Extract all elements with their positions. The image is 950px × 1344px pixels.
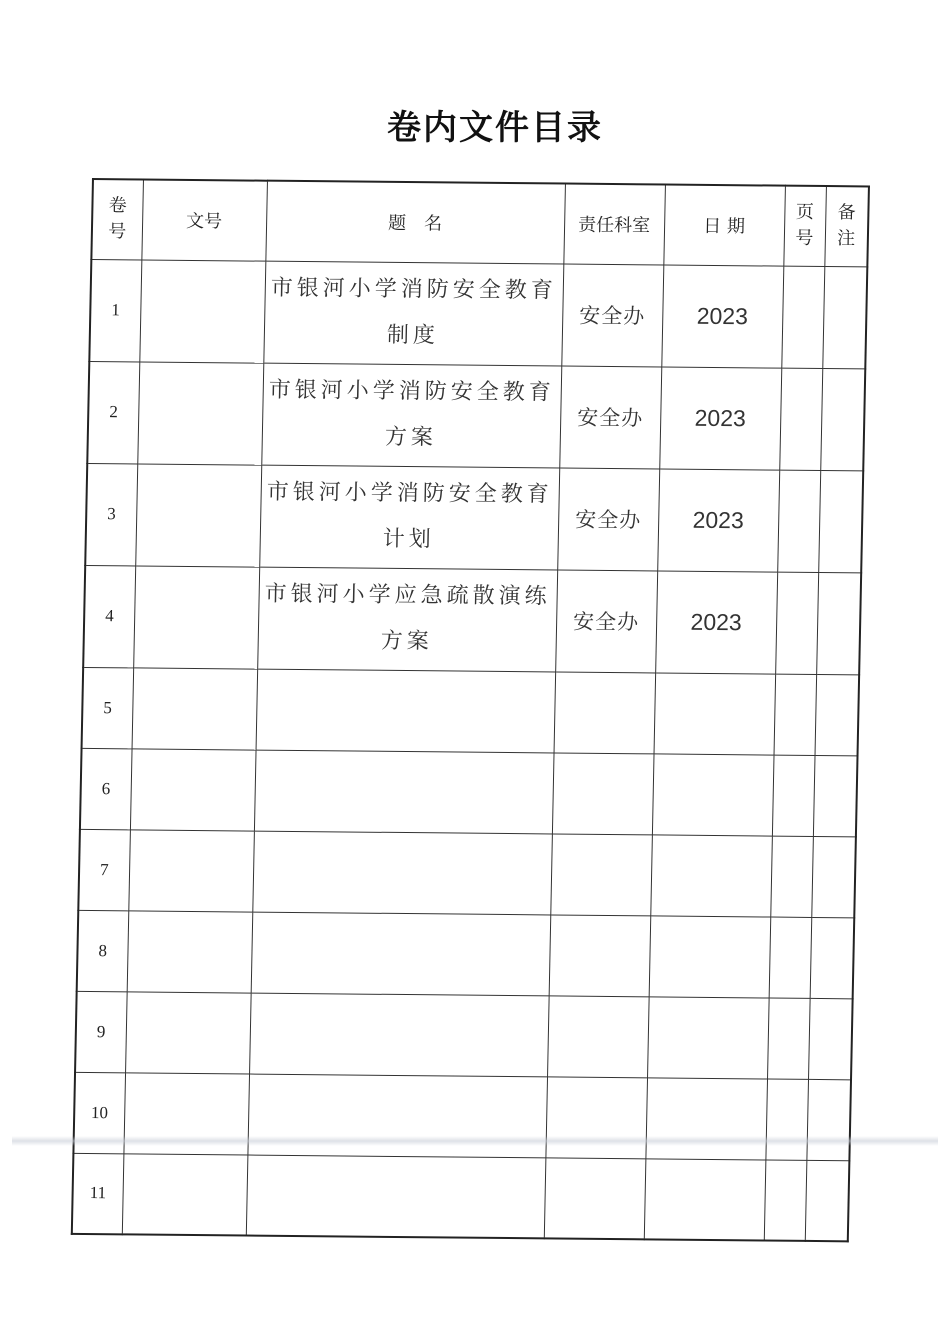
cell-date — [652, 753, 774, 835]
cell-date: 2023 — [655, 570, 777, 673]
header-remarks: 备 注 — [824, 186, 869, 266]
cell-page-no — [779, 368, 822, 470]
header-date: 日 期 — [663, 185, 785, 266]
cell-volume-no: 7 — [78, 829, 130, 910]
table-row — [85, 463, 863, 572]
catalog-sheet — [71, 178, 870, 1242]
cell-page-no — [765, 1079, 808, 1160]
cell-department — [552, 752, 654, 834]
cell-title — [254, 750, 554, 834]
header-subject: 题 名 — [265, 181, 565, 264]
cell-page-no — [775, 572, 818, 674]
cell-date — [645, 1077, 767, 1159]
cell-volume-no: 3 — [85, 463, 137, 565]
table-row — [78, 829, 856, 917]
cell-department: 安全办 — [557, 467, 659, 570]
cell-title: 市银河小学消防安全教育方案 — [261, 363, 561, 468]
cell-title — [249, 993, 549, 1077]
cell-doc-no — [122, 1153, 248, 1235]
cell-remark — [813, 755, 858, 836]
cell-remark — [820, 368, 865, 470]
cell-page-no — [764, 1160, 807, 1241]
cell-doc-no — [128, 829, 254, 911]
cell-date — [647, 996, 769, 1078]
cell-title — [256, 669, 556, 753]
cell-remark — [822, 266, 867, 368]
cell-department — [544, 1157, 646, 1239]
cell-remark — [805, 1160, 850, 1241]
cell-doc-no — [137, 361, 263, 464]
table-row — [75, 991, 853, 1079]
catalog-table — [71, 178, 870, 1242]
cell-volume-no: 2 — [87, 361, 139, 463]
header-doc-no: 文号 — [141, 179, 267, 260]
cell-department — [554, 671, 656, 753]
cell-title — [246, 1155, 546, 1239]
cell-remark — [808, 998, 853, 1079]
cell-title: 市银河小学消防安全教育计划 — [259, 465, 559, 570]
cell-department — [545, 1076, 647, 1158]
cell-volume-no: 10 — [73, 1072, 125, 1153]
cell-title: 市银河小学应急疏散演练方案 — [257, 567, 557, 672]
cell-department: 安全办 — [561, 264, 663, 367]
cell-department — [550, 833, 652, 915]
cell-remark — [811, 836, 856, 917]
cell-page-no — [777, 470, 820, 572]
cell-department — [547, 995, 649, 1077]
table-row — [77, 910, 855, 998]
table-row — [80, 748, 858, 836]
cell-remark — [806, 1079, 851, 1160]
cell-doc-no — [130, 748, 256, 830]
cell-remark — [816, 572, 861, 674]
cell-doc-no — [139, 259, 265, 362]
table-row — [89, 259, 867, 368]
cell-date: 2023 — [657, 468, 779, 571]
page-title: 卷内文件目录 — [387, 108, 603, 148]
cell-department — [549, 914, 651, 996]
table-row — [73, 1072, 851, 1160]
cell-doc-no — [127, 910, 253, 992]
cell-date: 2023 — [661, 264, 783, 367]
cell-title — [252, 831, 552, 915]
cell-volume-no: 5 — [82, 667, 134, 748]
cell-doc-no — [125, 991, 251, 1073]
cell-volume-no: 4 — [83, 565, 135, 667]
cell-title — [251, 912, 551, 996]
cell-volume-no: 9 — [75, 991, 127, 1072]
cell-page-no — [767, 998, 810, 1079]
cell-remark — [818, 470, 863, 572]
cell-doc-no — [132, 667, 258, 749]
cell-date: 2023 — [659, 366, 781, 469]
cell-volume-no: 11 — [72, 1153, 124, 1234]
cell-remark — [810, 917, 855, 998]
cell-volume-no: 8 — [77, 910, 129, 991]
cell-page-no — [769, 917, 812, 998]
header-row — [91, 179, 869, 266]
table-row — [87, 361, 865, 470]
cell-page-no — [774, 674, 817, 755]
header-volume-no: 卷 号 — [91, 179, 143, 259]
cell-date — [650, 834, 772, 916]
cell-date — [654, 672, 776, 754]
cell-volume-no: 1 — [89, 259, 141, 361]
cell-page-no — [781, 266, 824, 368]
cell-doc-no — [135, 463, 261, 566]
cell-department: 安全办 — [559, 366, 661, 469]
cell-department: 安全办 — [555, 569, 657, 672]
cell-doc-no — [133, 565, 259, 668]
cell-date — [644, 1158, 766, 1240]
cell-page-no — [772, 755, 815, 836]
header-department: 责任科室 — [563, 184, 665, 265]
header-page-no: 页 号 — [783, 186, 826, 266]
cell-volume-no: 6 — [80, 748, 132, 829]
cell-remark — [815, 674, 860, 755]
cell-title: 市银河小学消防安全教育制度 — [263, 261, 563, 366]
cell-date — [649, 915, 771, 997]
cell-page-no — [770, 836, 813, 917]
table-row — [83, 565, 861, 674]
table-row — [82, 667, 860, 755]
table-row — [72, 1153, 850, 1241]
scan-fold-line — [12, 1136, 938, 1146]
